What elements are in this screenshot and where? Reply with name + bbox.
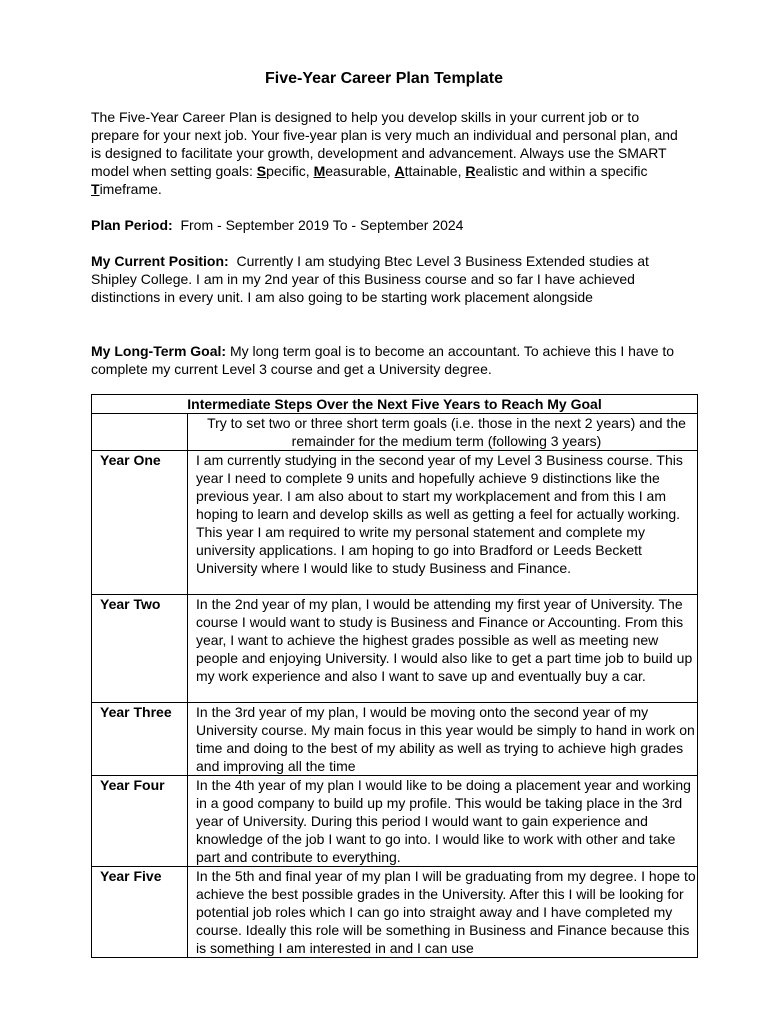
year-label: Year Five (92, 867, 188, 958)
table-instruction-row (92, 414, 698, 451)
year-label: Year One (92, 451, 188, 595)
table-header: Intermediate Steps Over the Next Five Years to Reach My Goal (92, 395, 698, 414)
year-description: In the 5th and final year of my plan I will be graduating from my degree. I hope to achieve the best possible grades in the University. After this I will be looking for potential job roles which I can go into straight away and I have completed my course. Ideally this role will be something in Business and Finance because this is something I am interested in and I can use (188, 867, 698, 958)
year-description: I am currently studying in the second year of my Level 3 Business course. This year I need to complete 9 units and hopefully achieve 9 distinctions like the previous year. I am also about to start my workplacement and from this I am hoping to learn and develop skills as well as getting a feel for actually working. This year I am required to write my personal statement and complete my university applications. I am hoping to go into Bradford or Leeds Beckett University where I would like to study Business and Finance. (188, 451, 698, 595)
table-row-year-one (92, 451, 698, 595)
table-row-year-five (92, 867, 698, 958)
intermediate-steps-table (91, 394, 698, 958)
smart-a: Attainable, (394, 163, 466, 179)
smart-s: Specific, (256, 163, 314, 179)
year-description: In the 2nd year of my plan, I would be attending my first year of University. The course I would want to study is Business and Finance or Accounting. From this year, I want to achieve the highest grades possible as well as meeting new people and enjoying University. I would also like to get a part time job to build up my work experience and also I want to save up and eventually buy a car. (188, 595, 698, 703)
current-position-label: My Current Position: (91, 253, 229, 269)
table-row-year-two (92, 595, 698, 703)
table-header-row (92, 395, 698, 414)
year-label: Year Three (92, 703, 188, 776)
smart-m: Measurable, (313, 163, 395, 179)
intro-paragraph (91, 108, 691, 198)
plan-period-value: From - September 2019 To - September 2024 (180, 217, 464, 233)
year-description: In the 3rd year of my plan, I would be moving onto the second year of my University course. My main focus in this year would be simply to hand in work on time and doing to the best of my ability as well as trying to achieve high grades and improving all the time (188, 703, 698, 776)
smart-r: Realistic and within a specific (465, 163, 648, 179)
long-term-goal (91, 342, 691, 378)
current-position (91, 252, 691, 306)
table-empty-cell (92, 414, 188, 451)
plan-period (91, 216, 691, 234)
year-label: Year Four (92, 776, 188, 867)
document-title: Five-Year Career Plan Template (264, 70, 504, 87)
current-position-value: Currently I am studying Btec Level 3 Business Extended studies at Shipley College. I am in my 2nd year of this Business course and so far I have achieved distinctions in every unit. I am also going to be starting work placement alongside (91, 253, 649, 305)
table-instruction: Try to set two or three short term goals (i.e. those in the next 2 years) and the remainder for the medium term (following 3 years) (188, 414, 698, 451)
plan-period-label: Plan Period: (91, 217, 173, 233)
smart-t: Timeframe. (91, 181, 162, 197)
table-row-year-four (92, 776, 698, 867)
year-label: Year Two (92, 595, 188, 703)
intro-text: The Five-Year Career Plan is designed to help you develop skills in your current job or to prepare for your next job. Your five-year plan is very much an individual and personal plan, and is designed to facilitate your growth, development and advancement. Always use the SMART model when setting goals: (91, 109, 678, 179)
year-description: In the 4th year of my plan I would like to be doing a placement year and working in a good company to build up my profile. This would be taking place in the 3rd year of University. During this period I would want to gain experience and knowledge of the job I want to go into. I would like to work with other and take part and contribute to everything. (188, 776, 698, 867)
table-row-year-three (92, 703, 698, 776)
long-term-goal-value: My long term goal is to become an accountant. To achieve this I have to complete my current Level 3 course and get a University degree. (91, 343, 675, 377)
long-term-goal-label: My Long-Term Goal: (91, 343, 227, 359)
